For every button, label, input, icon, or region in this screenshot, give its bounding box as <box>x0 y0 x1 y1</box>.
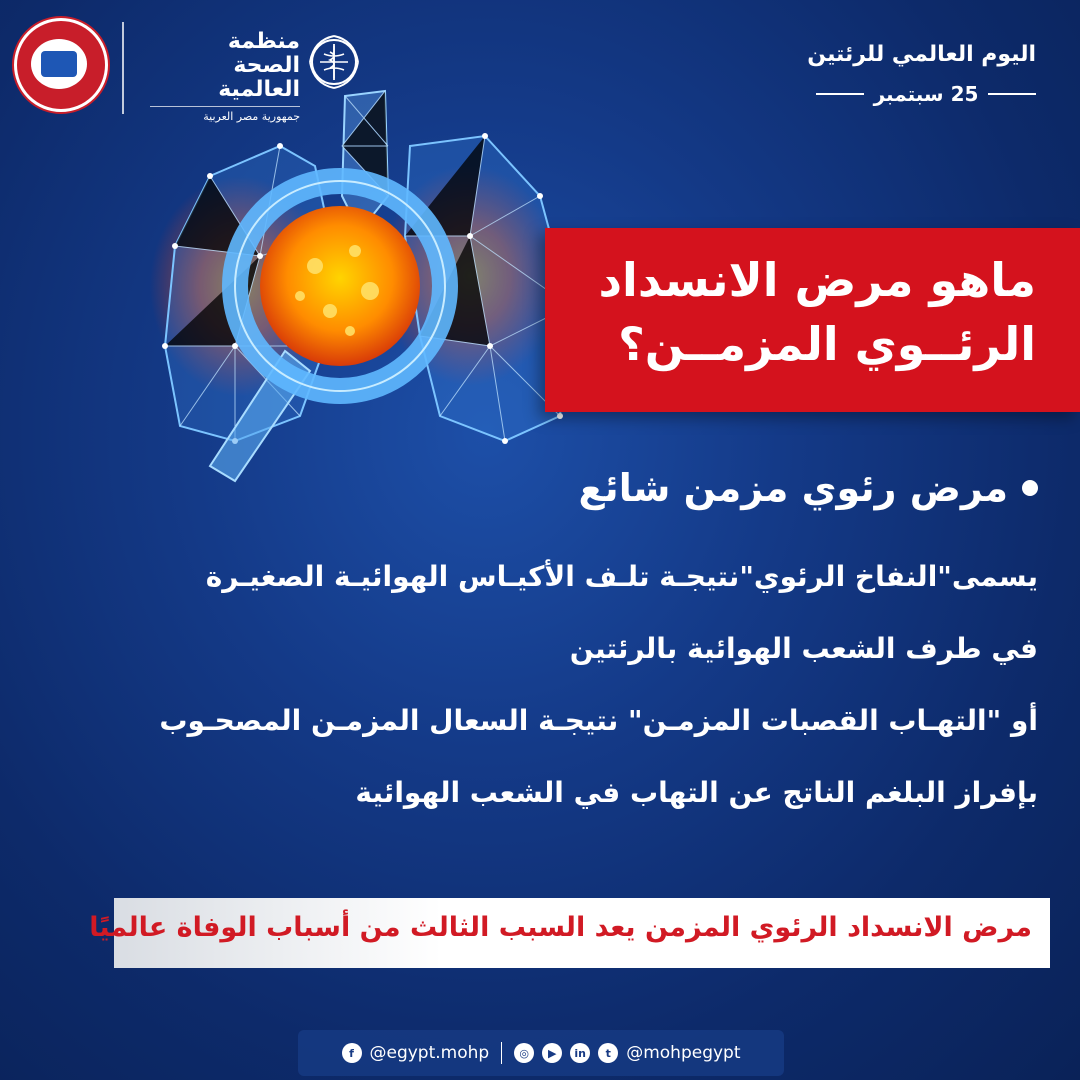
fact-text: مرض الانسداد الرئوي المزمن يعد السبب الثالث من أسباب الوفاة عالميًا <box>89 912 1032 943</box>
title-text <box>598 248 1036 376</box>
event-date: 25 سبتمبر <box>873 82 979 106</box>
date-line-right <box>988 93 1036 95</box>
event-date-row <box>816 82 1036 106</box>
title-line2: الرئــوي المزمــن؟ <box>618 317 1036 371</box>
instagram-icon[interactable]: ◎ <box>514 1043 534 1063</box>
paragraph-line-3: أو "التهـاب القصبات المزمـن" نتيجـة السعال المزمـن المصحـوب <box>159 704 1038 737</box>
who-name-line1: منظمة <box>227 29 300 54</box>
title-line1: ماهو مرض الانسداد <box>598 253 1036 307</box>
facebook-handle[interactable]: @egypt.mohp <box>369 1043 490 1063</box>
ministry-of-health-logo <box>14 18 108 112</box>
bullet-point <box>578 466 1038 510</box>
bullet-text: مرض رئوي مزمن شائع <box>578 466 1008 510</box>
social-footer <box>298 1030 784 1076</box>
header-divider <box>122 22 124 114</box>
who-country: جمهورية مصر العربية <box>150 106 300 127</box>
title-banner <box>545 228 1080 412</box>
lungs-magnifier-illustration <box>140 86 600 496</box>
paragraph-line-1: يسمى"النفاخ الرئوي"نتيجـة تلـف الأكيـاس الهوائيـة الصغيـرة <box>205 560 1038 593</box>
paragraph-line-4: بإفراز البلغم الناتج عن التهاب في الشعب الهوائية <box>355 776 1038 809</box>
date-line-left <box>816 93 864 95</box>
event-title: اليوم العالمي للرئتين <box>807 42 1036 67</box>
facebook-icon[interactable]: f <box>342 1043 362 1063</box>
bullet-icon <box>1022 480 1038 496</box>
who-name-line2: الصحة العالمية <box>218 53 300 102</box>
youtube-icon[interactable]: ▶ <box>542 1043 562 1063</box>
social-handle[interactable]: @mohpegypt <box>626 1043 741 1063</box>
footer-separator <box>501 1042 502 1064</box>
linkedin-icon[interactable]: in <box>570 1043 590 1063</box>
twitter-icon[interactable]: t <box>598 1043 618 1063</box>
paragraph-line-2: في طرف الشعب الهوائية بالرئتين <box>569 632 1038 665</box>
fact-bar <box>89 898 1050 968</box>
